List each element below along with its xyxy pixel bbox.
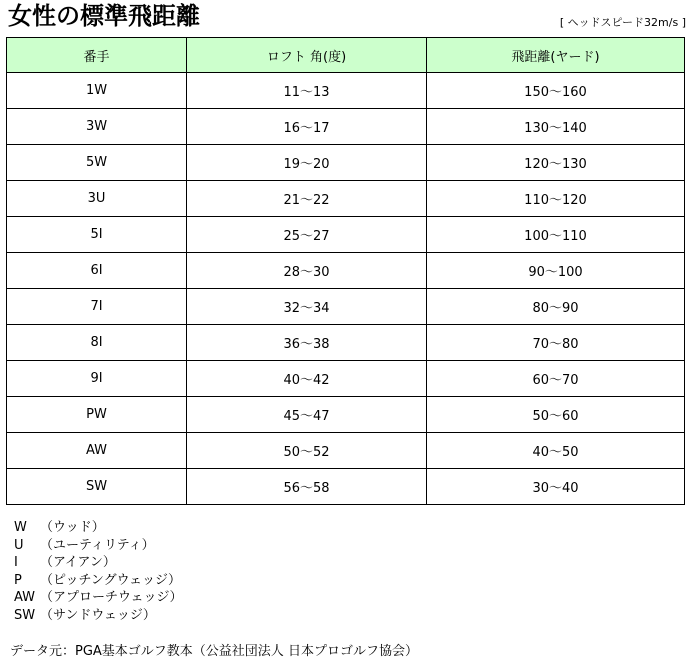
data-source: データ元：PGA基本ゴルフ教本（公益社団法人 日本プロゴルフ協会） (10, 644, 418, 659)
legend-item (14, 572, 182, 590)
legend-abbr: I (14, 555, 18, 571)
loft-cell: 56〜58 (187, 469, 427, 505)
header-distance: 飛距離(ヤード) (427, 38, 685, 73)
distance-cell: 70〜80 (427, 325, 685, 361)
loft-cell: 16〜17 (187, 109, 427, 145)
loft-cell: 21〜22 (187, 181, 427, 217)
legend-desc: （ウッド） (40, 520, 105, 535)
table-row (7, 433, 685, 469)
legend-item (14, 589, 182, 607)
loft-cell: 11〜13 (187, 73, 427, 109)
distance-cell: 90〜100 (427, 253, 685, 289)
club-cell: AW (7, 433, 187, 469)
distance-cell: 130〜140 (427, 109, 685, 145)
distance-cell: 80〜90 (427, 289, 685, 325)
loft-cell: 36〜38 (187, 325, 427, 361)
table-row (7, 181, 685, 217)
loft-cell: 25〜27 (187, 217, 427, 253)
table-row (7, 325, 685, 361)
club-cell: 7I (7, 289, 187, 325)
distance-cell: 120〜130 (427, 145, 685, 181)
loft-cell: 40〜42 (187, 361, 427, 397)
legend-item (14, 537, 182, 555)
head-speed-note: [ ヘッドスピード32m/s ] (559, 16, 686, 29)
loft-cell: 28〜30 (187, 253, 427, 289)
header-loft: ロフト 角(度) (187, 38, 427, 73)
distance-cell: 110〜120 (427, 181, 685, 217)
legend-item (14, 554, 182, 572)
table-row (7, 469, 685, 505)
club-cell: 5W (7, 145, 187, 181)
legend-desc: （アプローチウェッジ） (40, 590, 183, 606)
club-cell: 1W (7, 73, 187, 109)
legend-desc: （ピッチングウェッジ） (40, 572, 182, 588)
distance-cell: 60〜70 (427, 361, 685, 397)
club-cell: 8I (7, 325, 187, 361)
loft-cell: 19〜20 (187, 145, 427, 181)
club-cell: PW (7, 397, 187, 433)
legend-item (14, 607, 182, 625)
club-cell: 3W (7, 109, 187, 145)
table-row (7, 217, 685, 253)
loft-cell: 32〜34 (187, 289, 427, 325)
header-club: 番手 (7, 38, 187, 73)
legend-desc: （アイアン） (40, 555, 116, 571)
club-cell: 3U (7, 181, 187, 217)
page-title: 女性の標準飛距離 (8, 2, 200, 30)
table-row (7, 361, 685, 397)
distance-cell: 30〜40 (427, 469, 685, 505)
distance-cell: 150〜160 (427, 73, 685, 109)
table-row (7, 253, 685, 289)
distance-table (6, 37, 685, 505)
table-header-row (7, 38, 685, 73)
loft-cell: 45〜47 (187, 397, 427, 433)
club-cell: SW (7, 469, 187, 505)
table-row (7, 289, 685, 325)
distance-cell: 40〜50 (427, 433, 685, 469)
club-cell: 9I (7, 361, 187, 397)
legend-abbr: U (14, 537, 24, 553)
legend-abbr: W (14, 520, 27, 535)
table-row (7, 73, 685, 109)
legend-abbr: AW (14, 590, 36, 606)
table-row (7, 145, 685, 181)
legend-abbr: SW (14, 607, 36, 623)
distance-cell: 100〜110 (427, 217, 685, 253)
legend-desc: （ユーティリティ） (40, 537, 155, 553)
legend-desc: （サンドウェッジ） (40, 607, 156, 623)
club-cell: 5I (7, 217, 187, 253)
loft-cell: 50〜52 (187, 433, 427, 469)
legend-abbr: P (14, 572, 22, 588)
abbreviation-legend (14, 519, 182, 625)
legend-item (14, 519, 182, 537)
table-row (7, 397, 685, 433)
club-cell: 6I (7, 253, 187, 289)
table-row (7, 109, 685, 145)
distance-cell: 50〜60 (427, 397, 685, 433)
